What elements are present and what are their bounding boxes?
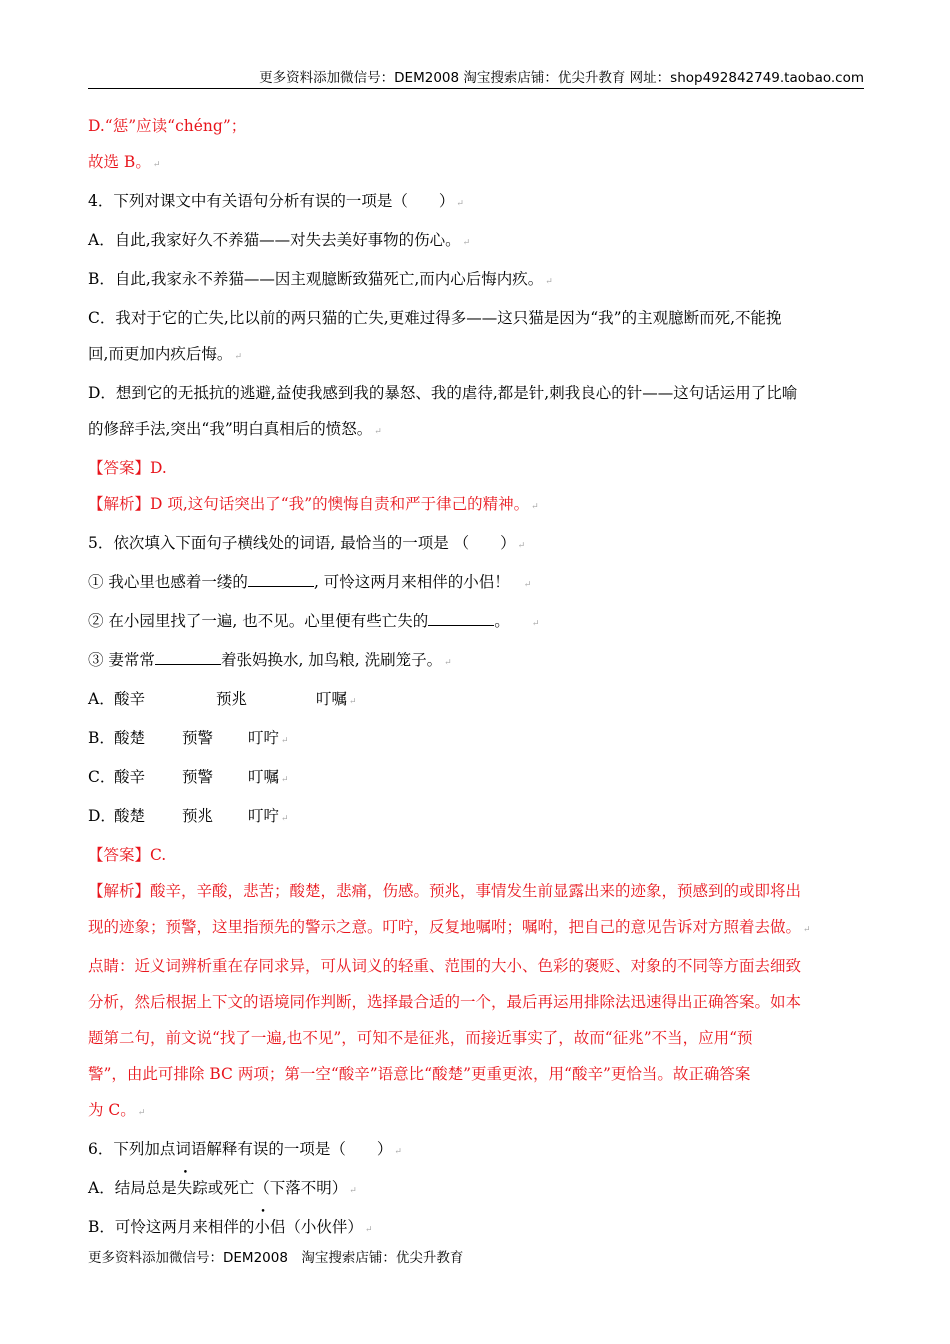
q5-sentence-2: ② 在小园里找了一遍, 也不见。心里便有些亡失的 。 ↵	[88, 603, 862, 642]
q6-stem: 6．下列加点词语解释有误的一项是（ ） ↵	[88, 1140, 402, 1158]
q5-analysis-2: 现的迹象；预警，这里指预先的警示之意。叮咛，反复地嘱咐；嘱咐，把自己的意见告诉对方照着去做。 ↵	[88, 918, 811, 936]
q5-option-c: C．酸辛 预警 叮嘱 ↵	[88, 768, 289, 786]
q4-analysis: 【解析】D 项,这句话突出了“我”的懊悔自责和严于律己的精神。 ↵	[88, 495, 539, 513]
q6-option-a: A．结局总是失踪或死亡（下落不明） ↵	[88, 1170, 862, 1209]
q5-sentence-3: ③ 妻常常 着张妈换水, 加鸟粮, 洗刷笼子。 ↵	[88, 642, 862, 681]
q5-answer: 【答案】C.	[88, 846, 167, 864]
page-footer	[88, 1246, 463, 1266]
q4-option-c-cont: 回,而更加内疚后悔。 ↵	[88, 345, 242, 363]
prev-option-d: D.“惩”应读“chéng”；	[88, 117, 247, 135]
q5-stem: 5．依次填入下面句子横线处的词语, 最恰当的一项是 （ ） ↵	[88, 534, 526, 552]
header-text: 更多资料添加微信号：DEM2008 淘宝搜索店铺：优尖升教育 网址：shop492842749.taobao.com	[259, 70, 864, 86]
q6-option-b: B．可怜这两月来相伴的小侣（小伙伴） ↵	[88, 1209, 862, 1248]
q5-option-a: A．酸辛 预兆 叮嘱 ↵	[88, 690, 357, 708]
q4-option-d-cont: 的修辞手法,突出“我”明白真相后的愤怒。 ↵	[88, 420, 382, 438]
document-body	[88, 108, 862, 1248]
q5-sentence-1: ① 我心里也感着一缕的 , 可怜这两月来相伴的小侣！ ↵	[88, 564, 862, 603]
q5-analysis-7: 为 C。 ↵	[88, 1101, 146, 1119]
prev-conclusion: 故选 B。 ↵	[88, 153, 161, 171]
q5-option-b: B．酸楚 预警 叮咛 ↵	[88, 729, 289, 747]
footer-text: 更多资料添加微信号：DEM2008 淘宝搜索店铺：优尖升教育	[88, 1250, 464, 1266]
q4-option-d: D．想到它的无抵抗的逃避,益使我感到我的暴怒、我的虐待,都是针,刺我良心的针——这句话运用了比喻	[88, 384, 798, 402]
q5-option-d: D．酸楚 预兆 叮咛 ↵	[88, 807, 289, 825]
q5-analysis-1: 【解析】酸辛，辛酸，悲苦；酸楚，悲痛，伤感。预兆，事情发生前显露出来的迹象，预感到的或即将出	[88, 882, 802, 900]
q5-analysis-5: 题第二句，前文说“找了一遍,也不见”，可知不是征兆，而接近事实了，故而“征兆”不当，应用“预	[88, 1029, 753, 1047]
fill-blank-1	[248, 570, 314, 587]
q4-option-b: B．自此,我家永不养猫——因主观臆断致猫死亡,而内心后悔内疚。 ↵	[88, 270, 553, 288]
q4-answer: 【答案】D.	[88, 459, 167, 477]
fill-blank-3	[155, 648, 221, 665]
fill-blank-2	[428, 609, 494, 626]
q4-option-c: C．我对于它的亡失,比以前的两只猫的亡失,更难过得多——这只猫是因为“我”的主观臆断而死,不能挽	[88, 309, 782, 327]
q4-option-a: A．自此,我家好久不养猫——对失去美好事物的伤心。 ↵	[88, 231, 471, 249]
dotted-word: 小侣	[254, 1218, 286, 1236]
page-header	[88, 66, 864, 89]
dotted-word: 失踪	[176, 1179, 208, 1197]
q5-analysis-3: 点睛：近义词辨析重在存同求异，可从词义的轻重、范围的大小、色彩的褒贬、对象的不同等方面去细致	[88, 957, 802, 975]
q5-analysis-6: 警”，由此可排除 BC 两项；第一空“酸辛”语意比“酸楚”更重更浓，用“酸辛”更恰当。故正确答案	[88, 1065, 751, 1083]
q4-stem: 4．下列对课文中有关语句分析有误的一项是（ ） ↵	[88, 192, 464, 210]
q5-analysis-4: 分析，然后根据上下文的语境同作判断，选择最合适的一个，最后再运用排除法迅速得出正确答案。如本	[88, 993, 802, 1011]
